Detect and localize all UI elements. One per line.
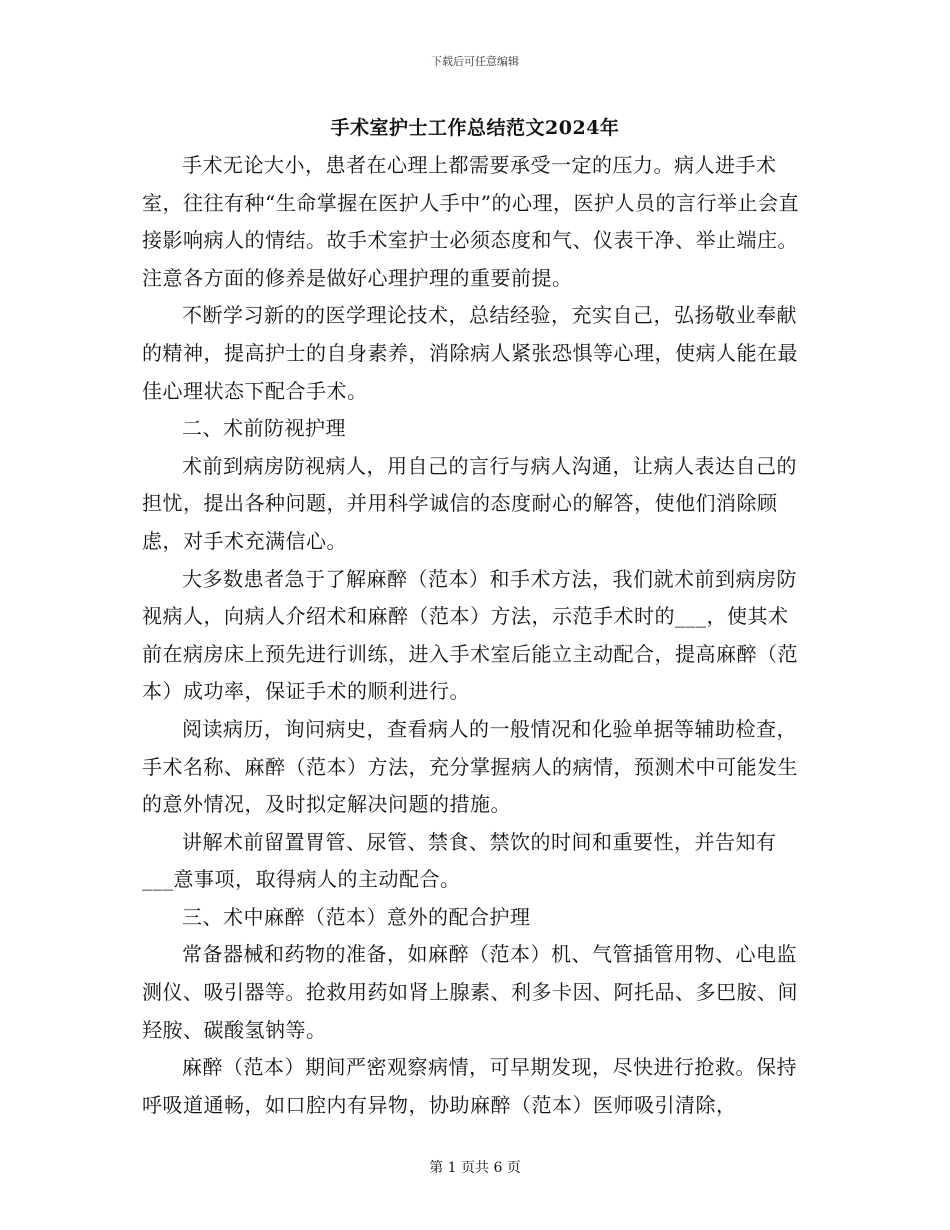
section-heading: 二、术前防视护理	[182, 416, 346, 441]
paragraph: 不断学习新的的医学理论技术，总结经验，充实自己，弘扬敬业奉献的精神，提高护士的自身素养，消除病人紧张恐惧等心理，使病人能在最佳心理状态下配合手术。	[142, 303, 798, 403]
paragraph: 麻醉（范本）期间严密观察病情，可早期发现，尽快进行抢救。保持呼吸道通畅，如口腔内有异物，协助麻醉（范本）医师吸引清除，	[142, 1055, 797, 1117]
page-number: 第 1 页共 6 页	[429, 1160, 521, 1176]
paragraph: 大多数患者急于了解麻醉（范本）和手术方法，我们就术前到病房防视病人，向病人介绍术和麻醉（范本）方法，示范手术时的___，使其术前在病房床上预先进行训练，进入手术室后能立主动配合，提高麻醉（范本）成功率，保证手术的顺利进行。	[142, 566, 798, 704]
paragraph: 手术无论大小，患者在心理上都需要承受一定的压力。病人进手术室，往往有种“生命掌握在医护人手中”的心理，医护人员的言行举止会直接影响病人的情结。故手术室护士必须态度和气、仪表干净、举止端庄。注意各方面的修养是做好心理护理的重要前提。	[142, 153, 799, 290]
paragraph: 阅读病历，询问病史，查看病人的一般情况和化验单据等辅助检查，手术名称、麻醉（范本）方法，充分掌握病人的病情，预测术中可能发生的意外情况，及时拟定解决问题的措施。	[142, 716, 798, 817]
page-header-note: 下载后可任意编辑	[431, 55, 519, 68]
section-heading: 三、术中麻醉（范本）意外的配合护理	[182, 904, 531, 929]
paragraph: 术前到病房防视病人，用自己的言行与病人沟通，让病人表达自己的担忧，提出各种问题，并用科学诚信的态度耐心的解答，使他们消除顾虑，对手术充满信心。	[142, 453, 797, 553]
paragraph: 讲解术前留置胃管、尿管、禁食、禁饮的时间和重要性，并告知有___意事项，取得病人的主动配合。	[142, 829, 777, 892]
paragraph: 常备器械和药物的准备，如麻醉（范本）机、气管插管用物、心电监测仪、吸引器等。抢救用药如肾上腺素、利多卡因、阿托品、多巴胺、间羟胺、碳酸氢钠等。	[142, 942, 798, 1042]
document-title: 手术室护士工作总结范文2024年	[330, 117, 620, 139]
document-body	[142, 147, 802, 1124]
